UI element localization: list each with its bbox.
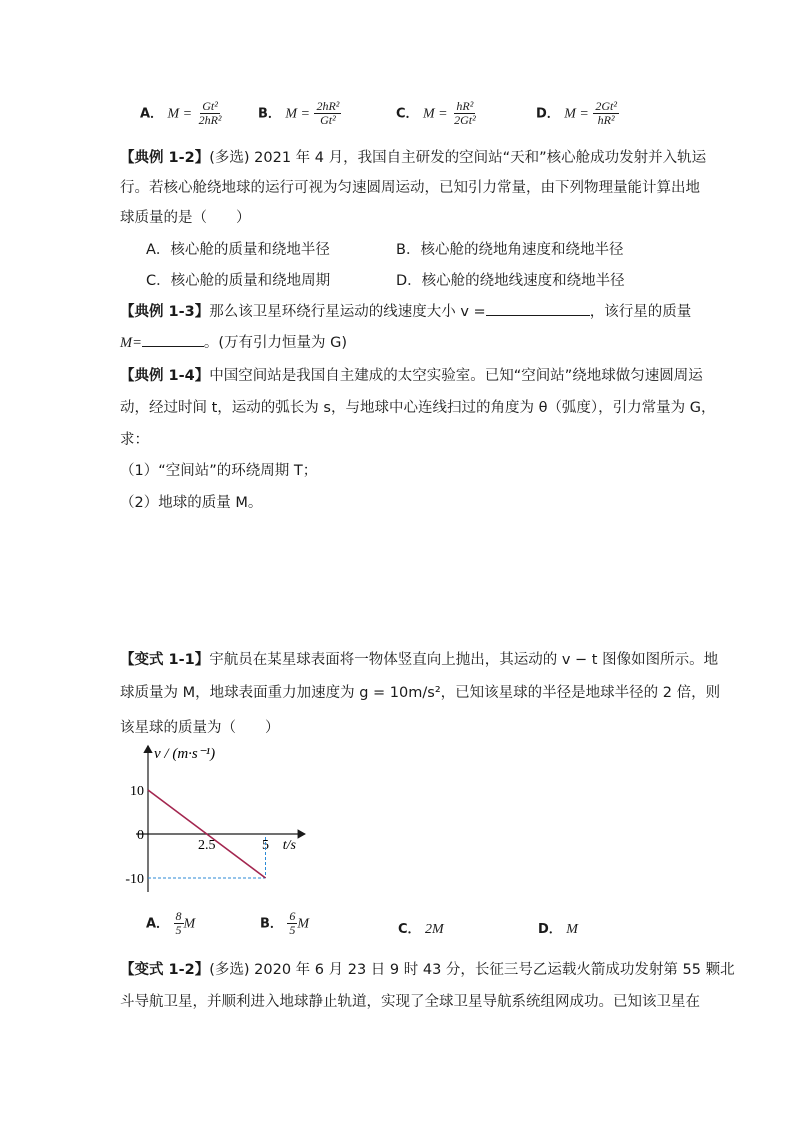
ex14-sub2: （2）地球的质量 M。: [120, 495, 263, 511]
fraction: $\frac{\text{2Gt²}}{\text{hR²}}$: [595, 99, 617, 127]
var11-option-a[interactable]: A． $\frac{8}{5}$ M: [146, 909, 196, 937]
ex14-line2: 动，经过时间 t，运动的弧长为 s，与地球中心连线扫过的角度为 θ（弧度），引力常量为 G，: [120, 400, 716, 416]
fraction: $\frac{8}{5}$: [175, 909, 182, 937]
q1-option-b[interactable]: B． M = $\frac{\text{2hR²}}{\text{Gt²}}$: [258, 99, 340, 127]
var11-line2: 球质量为 M，地球表面重力加速度为 g = 10m/s²，已知该星球的半径是地球半径的 2 倍，则: [120, 685, 721, 701]
q1-option-c[interactable]: C． M = $\frac{\text{hR²}}{\text{2Gt²}}$: [396, 99, 476, 127]
q1-option-d[interactable]: D． M = $\frac{\text{2Gt²}}{\text{hR²}}$: [536, 99, 617, 127]
ex12-tag: 【典例 1-2】: [120, 150, 210, 166]
velocity-answer-blank[interactable]: [486, 301, 590, 316]
ex12-line1: 【典例 1-2】(多选) 2021 年 4 月，我国自主研发的空间站“天和”核心舱成功发射并入轨运: [120, 150, 707, 166]
x-tick-label: 2.5: [198, 838, 216, 853]
vt-chart: [110, 738, 320, 898]
ex13-line2: M= 。(万有引力恒量为 G): [120, 331, 347, 352]
fraction: $\frac{6}{5}$: [289, 909, 296, 937]
ex12-option-b[interactable]: B．核心舱的绕地角速度和绕地半径: [396, 242, 624, 258]
var12-line1: 【变式 1-2】(多选) 2020 年 6 月 23 日 9 时 43 分，长征三号乙运载火箭成功发射第 55 颗北: [120, 962, 735, 978]
fraction: $\frac{\text{hR²}}{\text{2Gt²}}$: [454, 99, 476, 127]
ex12-option-c[interactable]: C．核心舱的质量和绕地周期: [146, 273, 331, 289]
ex12-line3: 球质量的是（ ）: [120, 210, 251, 226]
var12-line2: 斗导航卫星，并顺利进入地球静止轨道，实现了全球卫星导航系统组网成功。已知该卫星在: [120, 994, 700, 1010]
ex12-line2: 行。若核心舱绕地球的运行可视为匀速圆周运动，已知引力常量，由下列物理量能计算出地: [120, 180, 700, 196]
ex12-option-d[interactable]: D．核心舱的绕地线速度和绕地半径: [396, 273, 625, 289]
ex14-tag: 【典例 1-4】: [120, 368, 210, 384]
var12-tag: 【变式 1-2】: [120, 962, 210, 978]
var11-option-c[interactable]: C． 2M: [398, 922, 444, 937]
mass-answer-blank[interactable]: [142, 332, 204, 347]
x-axis-label: t/s: [282, 838, 296, 853]
ex12-option-a[interactable]: A．核心舱的质量和绕地半径: [146, 242, 330, 258]
x-tick-label: 5: [262, 838, 269, 853]
y-tick-label: 10: [130, 784, 144, 799]
y-tick-label: 0: [137, 828, 144, 843]
ex14-sub1: （1）“空间站”的环绕周期 T；: [120, 463, 318, 479]
var11-option-d[interactable]: D． M: [538, 922, 578, 937]
fraction: $\frac{\text{Gt²}}{\text{2hR²}}$: [198, 99, 222, 127]
fraction: $\frac{\text{2hR²}}{\text{Gt²}}$: [316, 99, 340, 127]
var11-line3: 该星球的质量为（ ）: [120, 720, 280, 736]
var11-tag: 【变式 1-1】: [120, 652, 210, 668]
q1-option-a[interactable]: A． M = $\frac{\text{Gt²}}{\text{2hR²}}$: [140, 99, 222, 127]
q1-options-row: [140, 100, 660, 136]
y-axis-label: v / (m·s⁻¹): [154, 746, 216, 762]
var11-line1: 【变式 1-1】宇航员在某星球表面将一物体竖直向上抛出，其运动的 v − t 图像如图所示。地: [120, 652, 719, 668]
ex14-line1: 【典例 1-4】中国空间站是我国自主建成的太空实验室。已知“空间站”绕地球做匀速圆周运: [120, 368, 703, 384]
y-tick-label: -10: [125, 872, 144, 887]
ex13-tag: 【典例 1-3】: [120, 304, 210, 320]
ex14-line3: 求：: [120, 432, 149, 448]
var11-option-b[interactable]: B． $\frac{6}{5}$ M: [260, 909, 310, 937]
ex13-line1: 【典例 1-3】那么该卫星环绕行星运动的线速度大小 v = ，该行星的质量: [120, 300, 691, 321]
